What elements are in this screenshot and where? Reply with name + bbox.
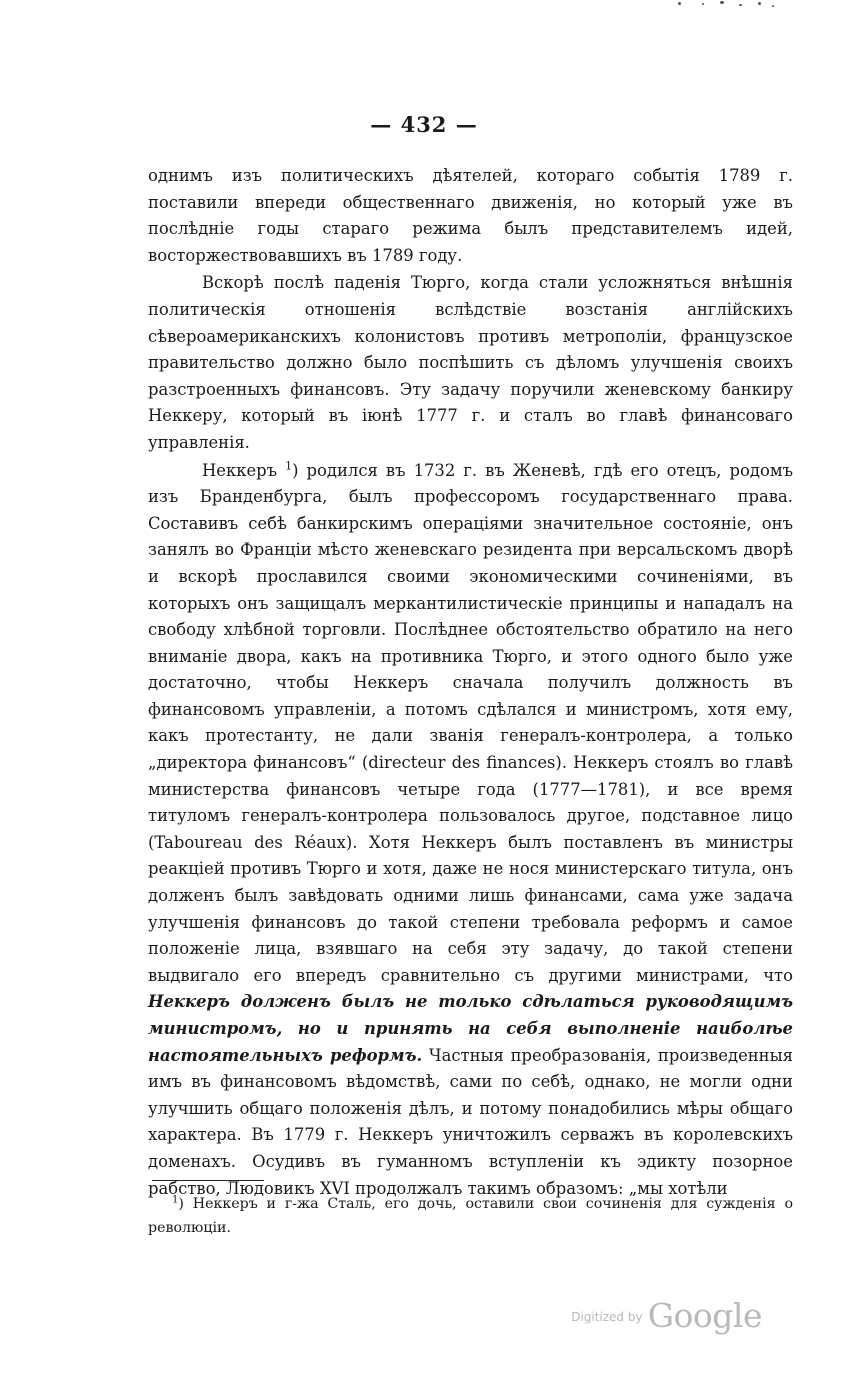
paragraph-necker: [148, 458, 793, 1206]
footnote: [148, 1192, 793, 1240]
paragraph-necker-start: Неккеръ: [202, 460, 286, 480]
paragraph-2: Вскорѣ послѣ паденія Тюрго, когда стали усложняться внѣшнія политическія отношенія вслѣдствіе возстанія англійскихъ сѣвероамериканскихъ колонистовъ противъ метрополіи, французское правительство должно было поспѣшить съ дѣломъ улучшенія своихъ разстроенныхъ финансовъ. Эту задачу поручили женевскому банкиру Неккеру, который въ іюнѣ 1777 г. и сталъ во главѣ финансоваго управленія.: [148, 273, 793, 452]
footnote-mark: 1: [172, 1194, 179, 1206]
paragraph-1: однимъ изъ политическихъ дѣятелей, котораго событія 1789 г. поставили впереди общественнаго движенія, но который уже въ послѣдніе годы стараго режима былъ представителемъ идей, восторжествовавшихъ въ 1789 году.: [148, 166, 793, 265]
paragraph-necker-middle: ) родился въ 1732 г. въ Женевѣ, гдѣ его отецъ, родомъ изъ Бранденбурга, былъ профессоромъ государственнаго права. Составивъ себѣ банкирскимъ операціями значительное состояніе, онъ занялъ во Франціи мѣсто женевскаго резидента при версальскомъ дворѣ и вскорѣ прославился своими экономическими сочиненіями, въ которыхъ онъ защищалъ меркантилистическіе принципы и нападалъ на свободу хлѣбной торговли. Послѣднее обстоятельство обратило на него вниманіе двора, какъ на противника Тюрго, и этого одного было уже достаточно, чтобы Неккеръ сначала получилъ должность въ финансовомъ управленіи, а потомъ сдѣлался и министромъ, хотя ему, какъ протестанту, не дали званія генералъ-контролера, а только „директора финансовъ“ (directeur des finances). Неккеръ стоялъ во главѣ министерства финансовъ четыре года (1777—1781), и все время титуломъ генералъ-контролера пользовалось другое, подставное лицо (Taboureau des Réaux). Хотя Неккеръ былъ поставленъ въ министры реакціей противъ Тюрго и хотя, даже не нося министерскаго титула, онъ долженъ былъ завѣдовать одними лишь финансами, сама уже задача улучшенія финансовъ до такой степени требовала реформъ и самое положеніе лица, взявшаго на себя эту задачу, до такой степени выдвигало его впередъ сравнительно съ другими министрами, что: [148, 460, 793, 985]
watermark-small-text: Digitized by: [571, 1310, 643, 1324]
footnote-reference: 1: [285, 459, 293, 473]
google-logo: Google: [647, 1296, 762, 1335]
paragraph-necker-end: Частныя преобразованія, произведенныя имъ въ финансовомъ вѣдомствѣ, сами по себѣ, однако, не могли одни улучшить общаго положенія дѣлъ, и потому понадобились мѣры общаго характера. Въ 1779 г. Неккеръ уничтожилъ серважъ въ королевскихъ доменахъ. Осудивъ въ гуманномъ вступленіи къ эдикту позорное рабство, Людовикъ XVI продолжалъ такимъ образомъ: „мы хотѣли: [148, 1045, 793, 1198]
footnote-text: ) Неккеръ и г-жа Сталь, его дочь, оставили свои сочиненія для сужденія о революціи.: [148, 1196, 793, 1236]
page-number: — 432 —: [370, 112, 478, 137]
emphasized-sentence: Неккеръ долженъ былъ не только сдѣлаться руководящимъ министромъ, но и принять на себя выполненіе наиболѣе настоятельныхъ реформъ.: [148, 992, 793, 1065]
footnote-divider: [152, 1180, 264, 1181]
body-text: [148, 163, 793, 1206]
scan-speckle: [668, 0, 788, 10]
digitized-watermark: [571, 1296, 762, 1335]
